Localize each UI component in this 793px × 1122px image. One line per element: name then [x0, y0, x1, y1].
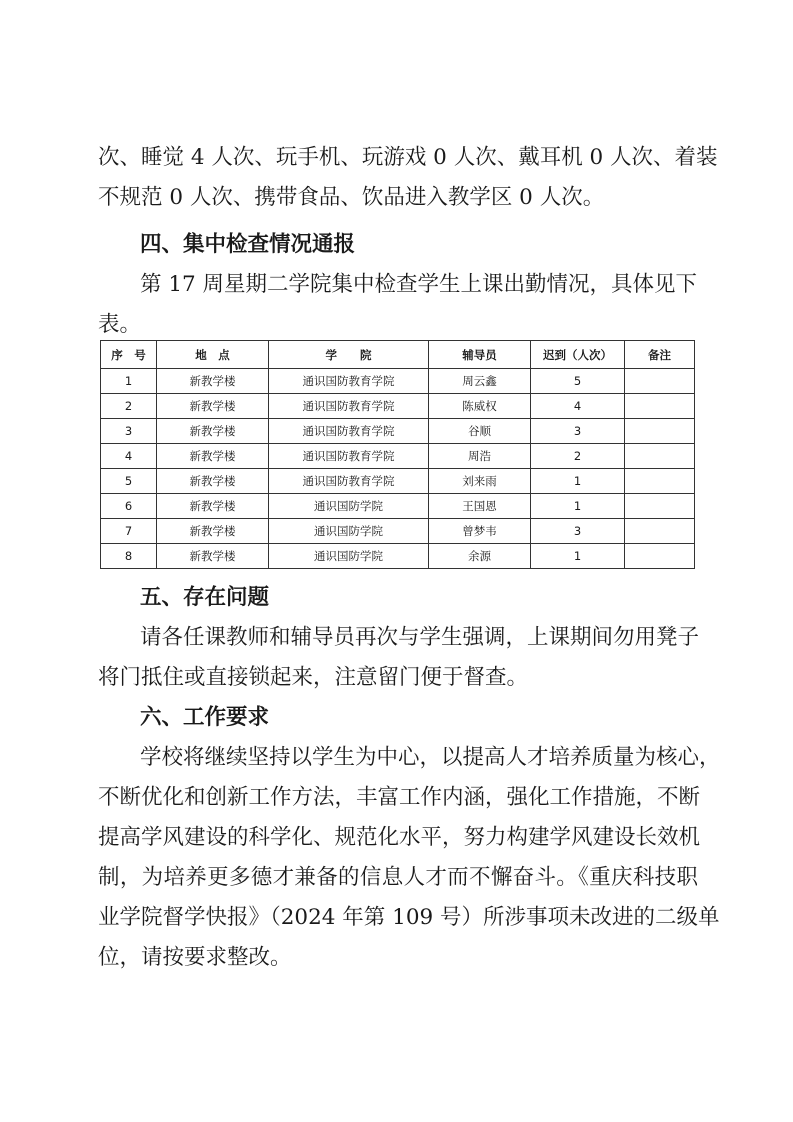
- cell-remarks: [625, 444, 695, 469]
- section5-heading: 五、存在问题: [140, 585, 270, 610]
- cell-college: 通识国防学院: [269, 544, 429, 569]
- table-header-row: [101, 341, 695, 369]
- cell-location: 新教学楼: [157, 494, 269, 519]
- cell-remarks: [625, 469, 695, 494]
- section6-line-4: 制，为培养更多德才兼备的信息人才而不懈奋斗。《重庆科技职: [98, 865, 698, 890]
- cell-counselor: 曾梦韦: [429, 519, 531, 544]
- cell-counselor: 陈威权: [429, 394, 531, 419]
- cell-location: 新教学楼: [157, 419, 269, 444]
- cell-location: 新教学楼: [157, 394, 269, 419]
- attendance-table: [100, 340, 695, 569]
- section6-line-2: 不断优化和创新工作方法，丰富工作内涵，强化工作措施，不断: [98, 785, 701, 810]
- cell-counselor: 周云鑫: [429, 369, 531, 394]
- cell-late-count: 3: [531, 419, 625, 444]
- table-row: [101, 469, 695, 494]
- table-row: [101, 544, 695, 569]
- cell-index: 4: [101, 444, 157, 469]
- cell-college: 通识国防教育学院: [269, 419, 429, 444]
- cell-late-count: 1: [531, 544, 625, 569]
- cell-college: 通识国防教育学院: [269, 369, 429, 394]
- cell-late-count: 2: [531, 444, 625, 469]
- header-index: 序 号: [101, 341, 157, 369]
- section5-line-2: 将门抵住或直接锁起来，注意留门便于督查。: [98, 665, 529, 690]
- cell-remarks: [625, 419, 695, 444]
- cell-location: 新教学楼: [157, 519, 269, 544]
- cell-counselor: 王国恩: [429, 494, 531, 519]
- section6-line-6: 位，请按要求整改。: [98, 945, 292, 970]
- section6-heading: 六、工作要求: [140, 705, 270, 730]
- header-late-count: 迟到（人次）: [531, 341, 625, 369]
- intro-line-1: 次、睡觉 4 人次、玩手机、玩游戏 0 人次、戴耳机 0 人次、着装: [98, 145, 718, 170]
- cell-college: 通识国防学院: [269, 494, 429, 519]
- cell-index: 6: [101, 494, 157, 519]
- header-location: 地 点: [157, 341, 269, 369]
- cell-remarks: [625, 544, 695, 569]
- cell-college: 通识国防教育学院: [269, 469, 429, 494]
- header-college: 学 院: [269, 341, 429, 369]
- cell-remarks: [625, 494, 695, 519]
- cell-remarks: [625, 369, 695, 394]
- cell-late-count: 3: [531, 519, 625, 544]
- section5-line-1: 请各任课教师和辅导员再次与学生强调，上课期间勿用凳子: [140, 625, 700, 650]
- cell-college: 通识国防教育学院: [269, 394, 429, 419]
- section6-line-5: 业学院督学快报》（2024 年第 109 号）所涉事项未改进的二级单: [98, 905, 720, 930]
- cell-late-count: 1: [531, 469, 625, 494]
- intro-line-2: 不规范 0 人次、携带食品、饮品进入教学区 0 人次。: [98, 185, 605, 210]
- table-row: [101, 419, 695, 444]
- section6-line-3: 提高学风建设的科学化、规范化水平，努力构建学风建设长效机: [98, 825, 701, 850]
- cell-index: 3: [101, 419, 157, 444]
- cell-late-count: 4: [531, 394, 625, 419]
- cell-index: 8: [101, 544, 157, 569]
- cell-index: 5: [101, 469, 157, 494]
- cell-index: 7: [101, 519, 157, 544]
- section4-heading: 四、集中检查情况通报: [140, 232, 356, 257]
- section4-line-1: 第 17 周星期二学院集中检查学生上课出勤情况，具体见下: [140, 272, 698, 297]
- cell-location: 新教学楼: [157, 369, 269, 394]
- cell-counselor: 余源: [429, 544, 531, 569]
- table-row: [101, 519, 695, 544]
- cell-remarks: [625, 519, 695, 544]
- section6-line-1: 学校将继续坚持以学生为中心，以提高人才培养质量为核心，: [140, 745, 721, 770]
- cell-index: 2: [101, 394, 157, 419]
- cell-college: 通识国防学院: [269, 519, 429, 544]
- cell-college: 通识国防教育学院: [269, 444, 429, 469]
- header-counselor: 辅导员: [429, 341, 531, 369]
- cell-late-count: 5: [531, 369, 625, 394]
- cell-location: 新教学楼: [157, 444, 269, 469]
- cell-location: 新教学楼: [157, 469, 269, 494]
- header-remarks: 备注: [625, 341, 695, 369]
- table-row: [101, 444, 695, 469]
- cell-remarks: [625, 394, 695, 419]
- cell-counselor: 谷顺: [429, 419, 531, 444]
- cell-counselor: 刘来雨: [429, 469, 531, 494]
- cell-index: 1: [101, 369, 157, 394]
- cell-late-count: 1: [531, 494, 625, 519]
- section4-line-2: 表。: [98, 312, 142, 337]
- cell-location: 新教学楼: [157, 544, 269, 569]
- table-row: [101, 494, 695, 519]
- table-row: [101, 394, 695, 419]
- cell-counselor: 周浩: [429, 444, 531, 469]
- table-row: [101, 369, 695, 394]
